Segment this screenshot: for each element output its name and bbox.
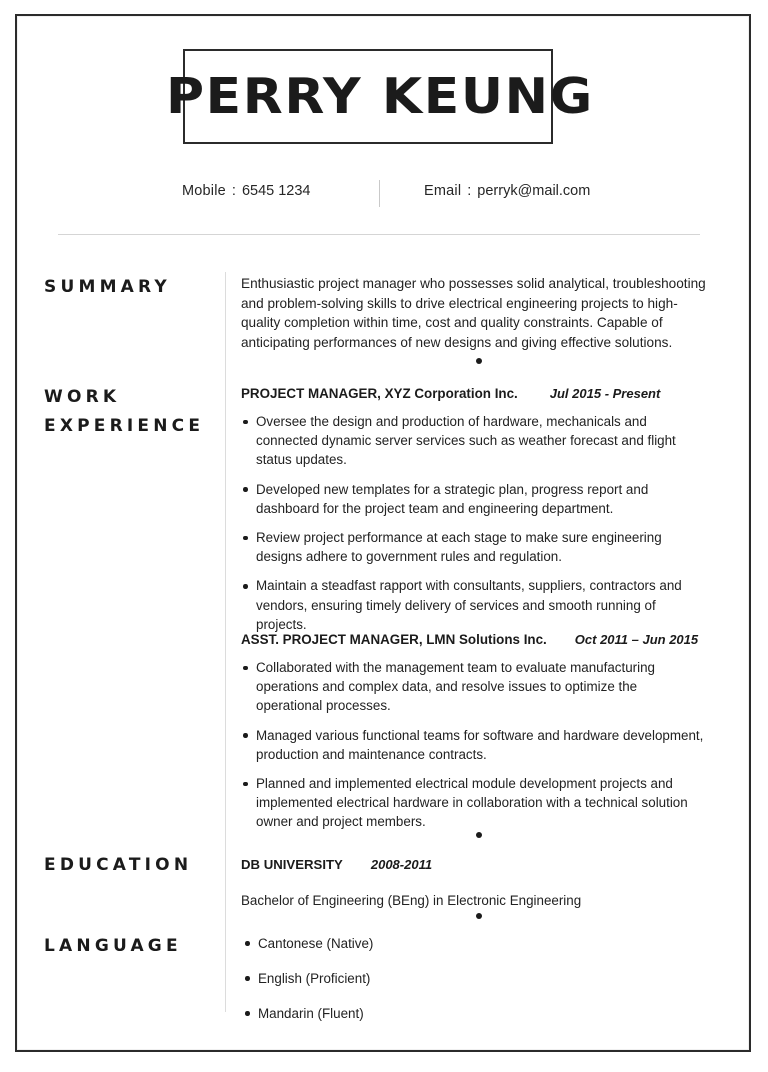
education-entry xyxy=(241,855,707,910)
page-title: PERRY KEUNG xyxy=(166,68,594,125)
mobile-colon: : xyxy=(231,183,236,199)
education-dates: 2008-2011 xyxy=(370,857,433,872)
list-item: Oversee the design and production of hardware, mechanicals and connected dynamic server services such as weather forecast and flight status updates. xyxy=(241,412,707,470)
list-item: Planned and implemented electrical module development projects and implemented electrical hardware in collaboration with a technical solution owner and project members. xyxy=(241,774,707,832)
job-bullets xyxy=(241,658,707,832)
job-entry xyxy=(241,630,707,649)
work-heading-line-1: WORK xyxy=(44,387,121,407)
contact-row xyxy=(58,183,700,205)
education-degree: Bachelor of Engineering (BEng) in Electronic Engineering xyxy=(241,893,582,908)
column-divider xyxy=(225,272,226,1012)
section-heading-summary: SUMMARY xyxy=(44,277,171,297)
list-item: Maintain a steadfast rapport with consultants, suppliers, contractors and vendors, ensuring timely delivery of services and smooth running of projects. xyxy=(241,576,707,634)
work-heading-line-2: EXPERIENCE xyxy=(44,416,205,436)
section-heading-work-experience xyxy=(44,383,219,441)
section-dot-separator xyxy=(476,358,482,364)
section-heading-education: EDUCATION xyxy=(44,855,193,875)
mobile-label: Mobile xyxy=(182,183,226,199)
section-heading-language: LANGUAGE xyxy=(44,936,182,956)
email-label: Email xyxy=(424,183,462,199)
list-item: Managed various functional teams for software and hardware development, production and maintenance contracts. xyxy=(241,726,707,764)
list-item: Mandarin (Fluent) xyxy=(241,1004,707,1023)
job-entry xyxy=(241,384,707,403)
job-title: ASST. PROJECT MANAGER, LMN Solutions Inc. xyxy=(241,632,547,647)
header-rule xyxy=(58,234,700,235)
contact-divider xyxy=(379,180,380,207)
bullet-list xyxy=(241,658,707,832)
mobile-contact xyxy=(182,183,311,199)
list-item: English (Proficient) xyxy=(241,969,707,988)
list-item: Review project performance at each stage to make sure engineering designs adhere to government rules and regulation. xyxy=(241,528,707,566)
language-list-wrap xyxy=(241,934,707,1039)
language-list xyxy=(241,934,707,1023)
education-header xyxy=(241,855,707,874)
section-dot-separator xyxy=(476,913,482,919)
section-dot-separator xyxy=(476,832,482,838)
job-dates: Oct 2011 – Jun 2015 xyxy=(574,632,699,647)
job-header xyxy=(241,630,707,649)
list-item: Developed new templates for a strategic plan, progress report and dashboard for the project team and engineering department. xyxy=(241,480,707,518)
email-value: perryk@mail.com xyxy=(477,183,591,199)
email-colon: : xyxy=(467,183,472,199)
education-institution: DB UNIVERSITY xyxy=(241,857,343,872)
bullet-list xyxy=(241,412,707,634)
job-bullets xyxy=(241,412,707,634)
job-header xyxy=(241,384,707,403)
job-title: PROJECT MANAGER, XYZ Corporation Inc. xyxy=(241,386,518,401)
email-contact xyxy=(424,183,590,199)
summary-text: Enthusiastic project manager who possesses solid analytical, troubleshooting and problem-solving skills to drive electrical engineering projects to high-quality completion within time, cost and quality constraints. Capable of anticipating performances of new designs and giving effective solutions. xyxy=(241,276,706,350)
mobile-value: 6545 1234 xyxy=(241,183,311,199)
list-item: Cantonese (Native) xyxy=(241,934,707,953)
job-dates: Jul 2015 - Present xyxy=(549,386,661,401)
list-item: Collaborated with the management team to evaluate manufacturing operations and complex data, and resolve issues to optimize the operational processes. xyxy=(241,658,707,716)
